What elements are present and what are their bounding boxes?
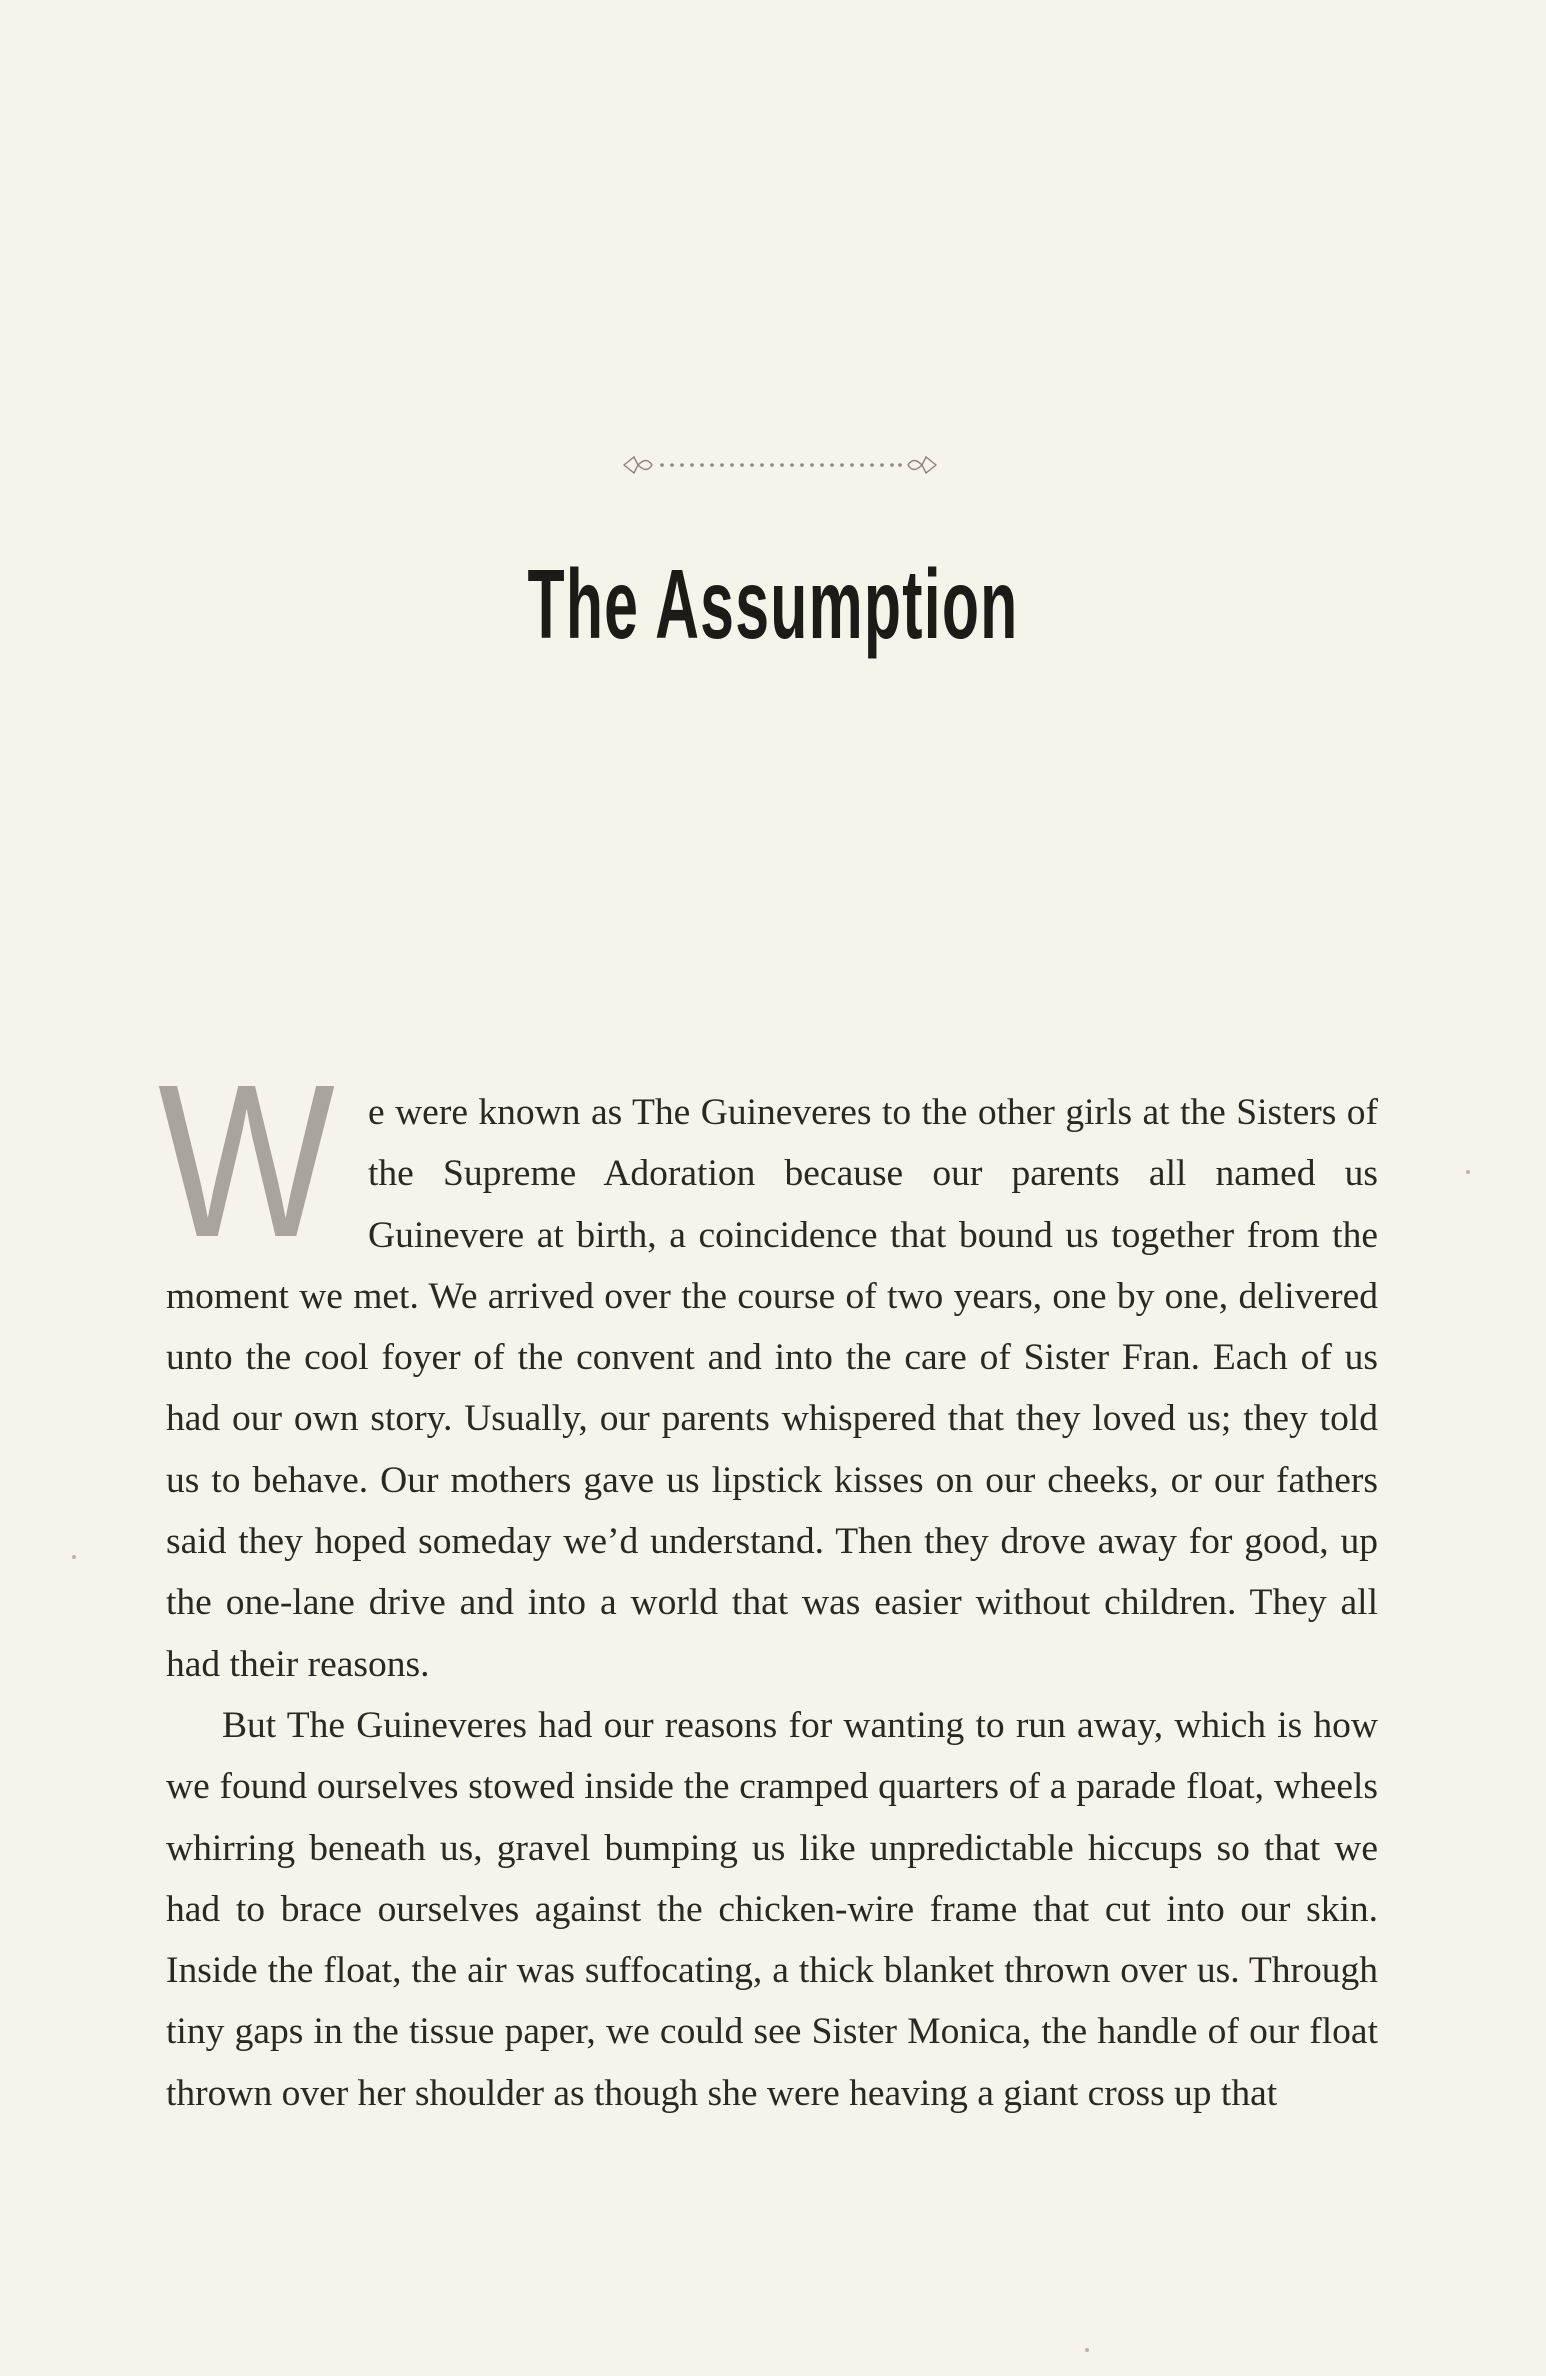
paper-speck xyxy=(1466,1170,1470,1174)
drop-cap: W xyxy=(158,1040,335,1283)
paper-speck xyxy=(1085,2348,1089,2352)
body-text xyxy=(158,1040,1378,2124)
paper-speck xyxy=(72,1555,76,1559)
paragraph-1 xyxy=(158,1040,1378,1695)
divider-ornament-icon xyxy=(620,452,940,478)
chapter-title: The Assumption xyxy=(527,549,1019,659)
paragraph-2: But The Guineveres had our reasons for wanting to run away, which is how we found ourselves stowed inside the cramped quarters of a parade float, wheels whirring beneath us, gravel bumping us like unpredictable hiccups so that we had to brace ourselves against the chicken-wire frame that cut into our skin. Inside the float, the air was suffocating, a thick blanket thrown over us. Through tiny gaps in the tissue paper, we could see Sister Monica, the handle of our float thrown over her shoulder as though she were heaving a giant cross up that xyxy=(166,1704,1378,2114)
paragraph-1-text: e were known as The Guineveres to the other girls at the Sisters of the Supreme Adoration because our parents all named us Guinevere at birth, a coincidence that bound us together from the moment we met. We arrived over the course of two years, one by one, delivered unto the cool foyer of the convent and into the care of Sister Fran. Each of us had our own story. Usually, our parents whispered that they loved us; they told us to behave. Our mothers gave us lipstick kisses on our cheeks, or our fathers said they hoped someday we’d understand. Then they drove away for good, up the one-lane drive and into a world that was easier without children. They all had their reasons. xyxy=(166,1092,1378,1685)
